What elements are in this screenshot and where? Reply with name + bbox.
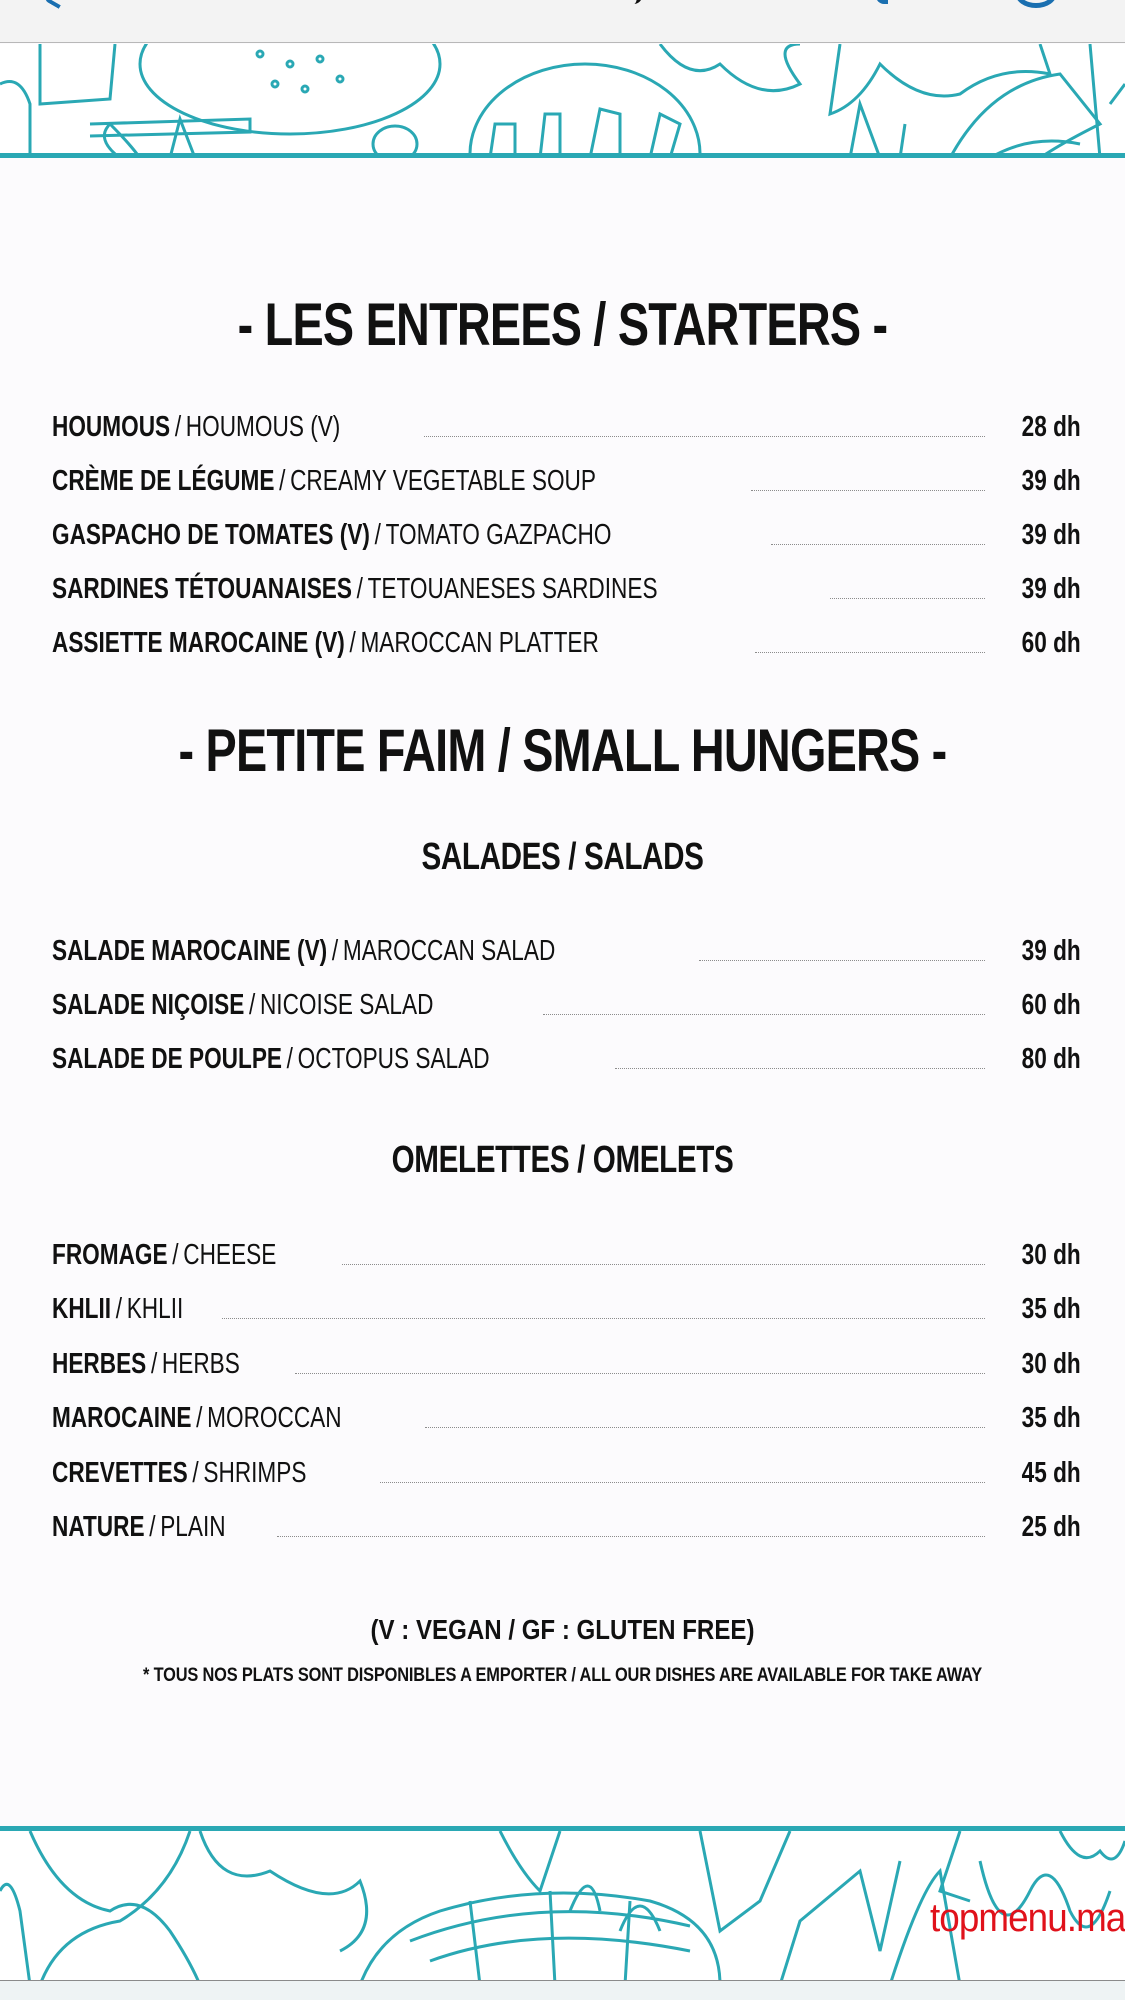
doodle-banner-top (0, 44, 1125, 158)
dot-leader (751, 490, 985, 491)
menu-item: SALADE DE POULPE / OCTOPUS SALAD 80 dh (52, 1043, 1081, 1075)
item-name-fr: ASSIETTE MAROCAINE (V) (52, 627, 345, 659)
item-price: 28 dh (1021, 411, 1081, 443)
item-name-en: KHLII (126, 1293, 184, 1325)
item-name-en: MOROCCAN (207, 1402, 342, 1434)
takeaway-footnote: * TOUS NOS PLATS SONT DISPONIBLES A EMPORTER / ALL OUR DISHES ARE AVAILABLE FOR TAKE AWAY (142, 1664, 983, 1686)
item-name-fr: SALADE MAROCAINE (V) (52, 935, 328, 967)
item-name-en: OCTOPUS SALAD (297, 1043, 490, 1075)
dot-leader (424, 436, 985, 437)
item-price: 35 dh (1021, 1293, 1081, 1325)
menu-item: CREVETTES / SHRIMPS 45 dh (52, 1457, 1081, 1489)
item-name-fr: CREVETTES (52, 1457, 188, 1489)
menu-item: SARDINES TÉTOUANAISES / TETOUANESES SARDINES 39 dh (52, 573, 1081, 605)
back-arrow-icon[interactable] (43, 0, 71, 9)
item-price: 39 dh (1021, 573, 1081, 605)
dot-leader (615, 1068, 985, 1069)
subsection-title-omelets: OMELETTES / OMELETS (391, 1139, 734, 1181)
dot-leader (342, 1264, 985, 1265)
dot-leader (830, 598, 985, 599)
item-name-fr: SALADE DE POULPE (52, 1043, 283, 1075)
item-name-fr: KHLII (52, 1293, 112, 1325)
item-name-en: HOUMOUS (V) (185, 411, 341, 443)
item-price: 39 dh (1021, 935, 1081, 967)
section-title-small-hungers: - PETITE FAIM / SMALL HUNGERS - (178, 717, 947, 784)
item-price: 25 dh (1021, 1511, 1081, 1543)
dot-leader (755, 652, 985, 653)
item-price: 80 dh (1021, 1043, 1081, 1075)
dot-leader (425, 1427, 985, 1428)
item-price: 30 dh (1021, 1348, 1081, 1380)
item-name-en: MAROCCAN PLATTER (360, 627, 599, 659)
item-name-fr: SALADE NIÇOISE (52, 989, 245, 1021)
bottom-strip (0, 1980, 1125, 2000)
menu-item: FROMAGE / CHEESE 30 dh (52, 1239, 1081, 1271)
item-price: 35 dh (1021, 1402, 1081, 1434)
item-name-en: SHRIMPS (203, 1457, 307, 1489)
item-name-fr: NATURE (52, 1511, 145, 1543)
search-icon[interactable] (876, 0, 888, 4)
item-name-en: HERBS (161, 1348, 240, 1380)
item-name-en: CHEESE (183, 1239, 277, 1271)
dot-leader (380, 1482, 985, 1483)
topmenu-watermark: topmenu.ma (929, 1896, 1125, 1940)
item-price: 39 dh (1021, 465, 1081, 497)
item-price: 60 dh (1021, 627, 1081, 659)
dot-leader (295, 1373, 985, 1374)
item-name-en: TETOUANESES SARDINES (367, 573, 658, 605)
item-name-en: TOMATO GAZPACHO (385, 519, 612, 551)
item-price: 39 dh (1021, 519, 1081, 551)
item-name-fr: HERBES (52, 1348, 147, 1380)
menu-item: CRÈME DE LÉGUME / CREAMY VEGETABLE SOUP 39 dh (52, 465, 1081, 497)
item-name-fr: CRÈME DE LÉGUME (52, 465, 275, 497)
dot-leader (222, 1318, 985, 1319)
menu-item: SALADE NIÇOISE / NICOISE SALAD 60 dh (52, 989, 1081, 1021)
account-icon[interactable] (1015, 0, 1057, 8)
item-name-en: MAROCCAN SALAD (342, 935, 556, 967)
item-price: 60 dh (1021, 989, 1081, 1021)
menu-item: HERBES / HERBS 30 dh (52, 1348, 1081, 1380)
dot-leader (699, 960, 985, 961)
menu-item: SALADE MAROCAINE (V) / MAROCCAN SALAD 39 dh (52, 935, 1081, 967)
item-name-fr: GASPACHO DE TOMATES (V) (52, 519, 370, 551)
dot-leader (543, 1014, 985, 1015)
menu-item: MAROCAINE / MOROCCAN 35 dh (52, 1402, 1081, 1434)
section-title-starters: - LES ENTREES / STARTERS - (237, 291, 888, 358)
menu-item: ASSIETTE MAROCAINE (V) / MAROCCAN PLATTER 60 dh (52, 627, 1081, 659)
diet-legend: (V : VEGAN / GF : GLUTEN FREE) (370, 1614, 755, 1645)
item-name-fr: HOUMOUS (52, 411, 171, 443)
item-name-en: CREAMY VEGETABLE SOUP (290, 465, 596, 497)
dot-leader (277, 1536, 985, 1537)
item-name-en: PLAIN (160, 1511, 226, 1543)
item-name-fr: SARDINES TÉTOUANAISES (52, 573, 352, 605)
food-doodle-icon (0, 44, 1125, 158)
menu-item: GASPACHO DE TOMATES (V) / TOMATO GAZPACHO 39 dh (52, 519, 1081, 551)
item-name-fr: MAROCAINE (52, 1402, 192, 1434)
menu-item: HOUMOUS / HOUMOUS (V) 28 dh (52, 411, 1081, 443)
dot-leader (771, 544, 985, 545)
item-name-fr: FROMAGE (52, 1239, 168, 1271)
toolbar-glyph-icon (632, 0, 642, 4)
item-name-en: NICOISE SALAD (259, 989, 434, 1021)
menu-item: KHLII / KHLII 35 dh (52, 1293, 1081, 1325)
item-price: 30 dh (1021, 1239, 1081, 1271)
app-toolbar (0, 0, 1125, 43)
subsection-title-salads: SALADES / SALADS (421, 836, 704, 878)
menu-item: NATURE / PLAIN 25 dh (52, 1511, 1081, 1543)
item-price: 45 dh (1021, 1457, 1081, 1489)
